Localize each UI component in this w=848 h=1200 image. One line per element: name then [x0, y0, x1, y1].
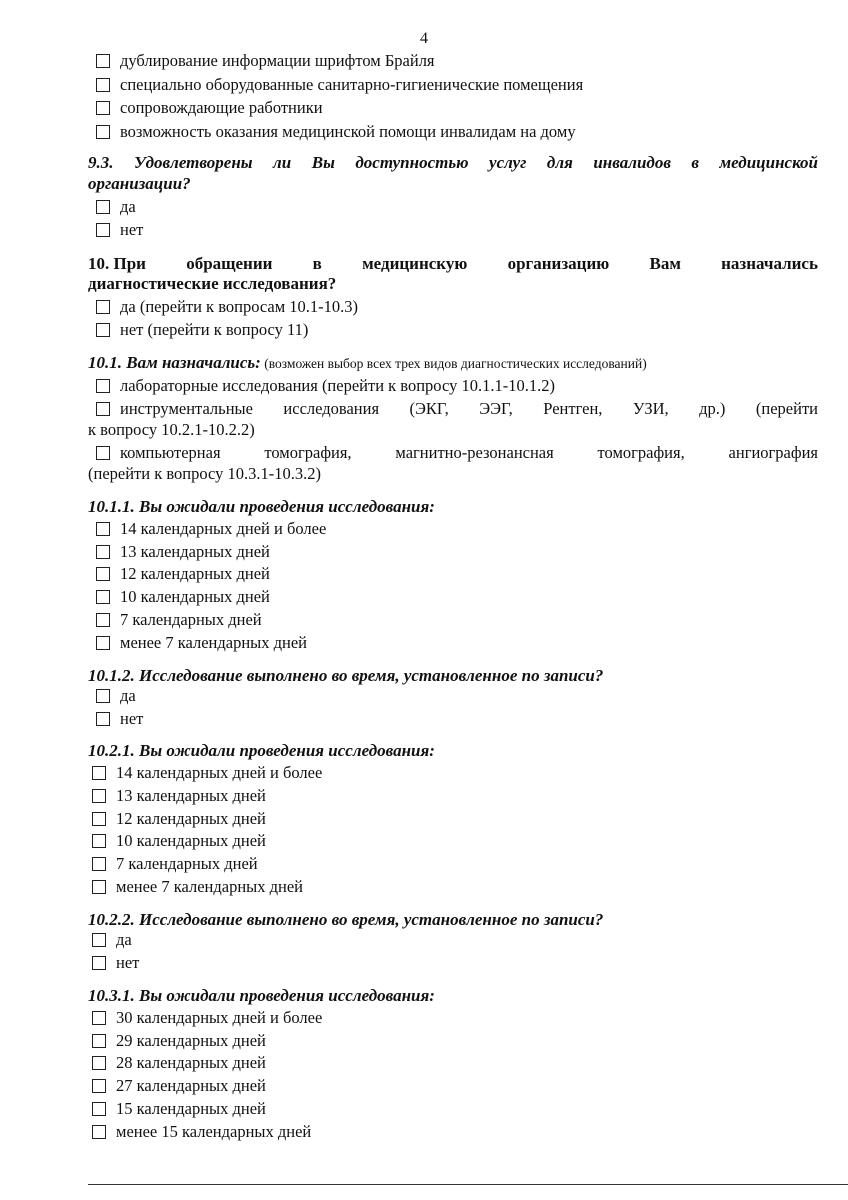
checkbox[interactable]	[92, 789, 106, 803]
question-10-2-1: 10.2.1. Вы ожидали проведения исследования:	[88, 741, 435, 760]
question-10-1-1: 10.1.1. Вы ожидали проведения исследования:	[88, 497, 435, 516]
checkbox[interactable]	[92, 933, 106, 947]
checkbox[interactable]	[96, 402, 110, 416]
question-9-3-line2: организации?	[88, 174, 191, 193]
option-10-2-2-no[interactable]: нет	[92, 952, 139, 974]
option-home-care[interactable]: возможность оказания медицинской помощи инвалидам на дому	[96, 121, 576, 143]
checkbox[interactable]	[96, 712, 110, 726]
checkbox[interactable]	[92, 834, 106, 848]
option-10-no[interactable]: нет (перейти к вопросу 11)	[96, 319, 308, 341]
checkbox[interactable]	[92, 956, 106, 970]
checkbox[interactable]	[96, 101, 110, 115]
question-9-3-line1: 9.3. Удовлетворены ли Вы доступностью услуг для инвалидов в медицинской	[88, 153, 818, 172]
checkbox[interactable]	[96, 636, 110, 650]
option-lab-tests[interactable]: лабораторные исследования (перейти к вопросу 10.1.1-10.1.2)	[96, 375, 555, 397]
option-10-1-1-d[interactable]: 10 календарных дней	[96, 586, 270, 608]
question-10-2-2: 10.2.2. Исследование выполнено во время, установленное по записи?	[88, 910, 604, 929]
option-ct-mri-cont: (перейти к вопросу 10.3.1-10.3.2)	[88, 464, 321, 483]
option-sanitary-rooms[interactable]: специально оборудованные санитарно-гигиенические помещения	[96, 74, 583, 96]
question-10-1-2: 10.1.2. Исследование выполнено во время, установленное по записи?	[88, 666, 604, 685]
option-10-2-1-d[interactable]: 10 календарных дней	[92, 830, 266, 852]
checkbox[interactable]	[96, 522, 110, 536]
checkbox[interactable]	[92, 1102, 106, 1116]
option-10-1-1-a[interactable]: 14 календарных дней и более	[96, 518, 326, 540]
question-10-line2: диагностические исследования?	[88, 274, 337, 293]
option-10-1-1-f[interactable]: менее 7 календарных дней	[96, 632, 307, 654]
option-10-1-1-e[interactable]: 7 календарных дней	[96, 609, 262, 631]
option-10-1-1-c[interactable]: 12 календарных дней	[96, 563, 270, 585]
option-10-3-1-c[interactable]: 28 календарных дней	[92, 1052, 266, 1074]
option-9-3-yes[interactable]: да	[96, 196, 136, 218]
option-instrumental-tests[interactable]: инструментальные исследования (ЭКГ, ЭЭГ, Рентген, УЗИ, др.) (перейти	[96, 398, 818, 420]
checkbox[interactable]	[96, 200, 110, 214]
checkbox[interactable]	[96, 567, 110, 581]
option-10-1-1-b[interactable]: 13 календарных дней	[96, 541, 270, 563]
option-instrumental-tests-cont: к вопросу 10.2.1-10.2.2)	[88, 420, 255, 439]
option-10-3-1-e[interactable]: 15 календарных дней	[92, 1098, 266, 1120]
option-10-2-1-f[interactable]: менее 7 календарных дней	[92, 876, 303, 898]
checkbox[interactable]	[96, 689, 110, 703]
checkbox[interactable]	[96, 446, 110, 460]
option-ct-mri[interactable]: компьютерная томография, магнитно-резонансная томография, ангиография	[96, 442, 818, 464]
checkbox[interactable]	[92, 1011, 106, 1025]
checkbox[interactable]	[96, 223, 110, 237]
option-10-3-1-f[interactable]: менее 15 календарных дней	[92, 1121, 311, 1143]
option-10-2-2-yes[interactable]: да	[92, 929, 132, 951]
checkbox[interactable]	[96, 300, 110, 314]
checkbox[interactable]	[96, 54, 110, 68]
checkbox[interactable]	[96, 78, 110, 92]
option-braille[interactable]: дублирование информации шрифтом Брайля	[96, 50, 435, 72]
option-10-2-1-e[interactable]: 7 календарных дней	[92, 853, 258, 875]
checkbox[interactable]	[92, 766, 106, 780]
checkbox[interactable]	[92, 857, 106, 871]
option-10-1-2-no[interactable]: нет	[96, 708, 143, 730]
option-9-3-no[interactable]: нет	[96, 219, 143, 241]
checkbox[interactable]	[92, 1034, 106, 1048]
checkbox[interactable]	[96, 125, 110, 139]
question-10-line1: 10. При обращении в медицинскую организацию Вам назначались	[88, 254, 818, 273]
option-10-2-1-b[interactable]: 13 календарных дней	[92, 785, 266, 807]
page-number: 4	[420, 30, 428, 47]
option-10-3-1-a[interactable]: 30 календарных дней и более	[92, 1007, 322, 1029]
option-10-3-1-b[interactable]: 29 календарных дней	[92, 1030, 266, 1052]
checkbox[interactable]	[92, 880, 106, 894]
checkbox[interactable]	[96, 323, 110, 337]
option-10-2-1-c[interactable]: 12 календарных дней	[92, 808, 266, 830]
checkbox[interactable]	[92, 812, 106, 826]
checkbox[interactable]	[92, 1079, 106, 1093]
checkbox[interactable]	[96, 545, 110, 559]
option-10-yes[interactable]: да (перейти к вопросам 10.1-10.3)	[96, 296, 358, 318]
option-escort-staff[interactable]: сопровождающие работники	[96, 97, 323, 119]
checkbox[interactable]	[92, 1056, 106, 1070]
option-10-2-1-a[interactable]: 14 календарных дней и более	[92, 762, 322, 784]
footer-divider	[88, 1184, 848, 1185]
checkbox[interactable]	[96, 613, 110, 627]
checkbox[interactable]	[96, 590, 110, 604]
option-10-1-2-yes[interactable]: да	[96, 685, 136, 707]
checkbox[interactable]	[96, 379, 110, 393]
question-10-3-1: 10.3.1. Вы ожидали проведения исследования:	[88, 986, 435, 1005]
checkbox[interactable]	[92, 1125, 106, 1139]
question-10-1: 10.1. Вам назначались: (возможен выбор всех трех видов диагностических исследований)	[88, 353, 647, 372]
option-10-3-1-d[interactable]: 27 календарных дней	[92, 1075, 266, 1097]
